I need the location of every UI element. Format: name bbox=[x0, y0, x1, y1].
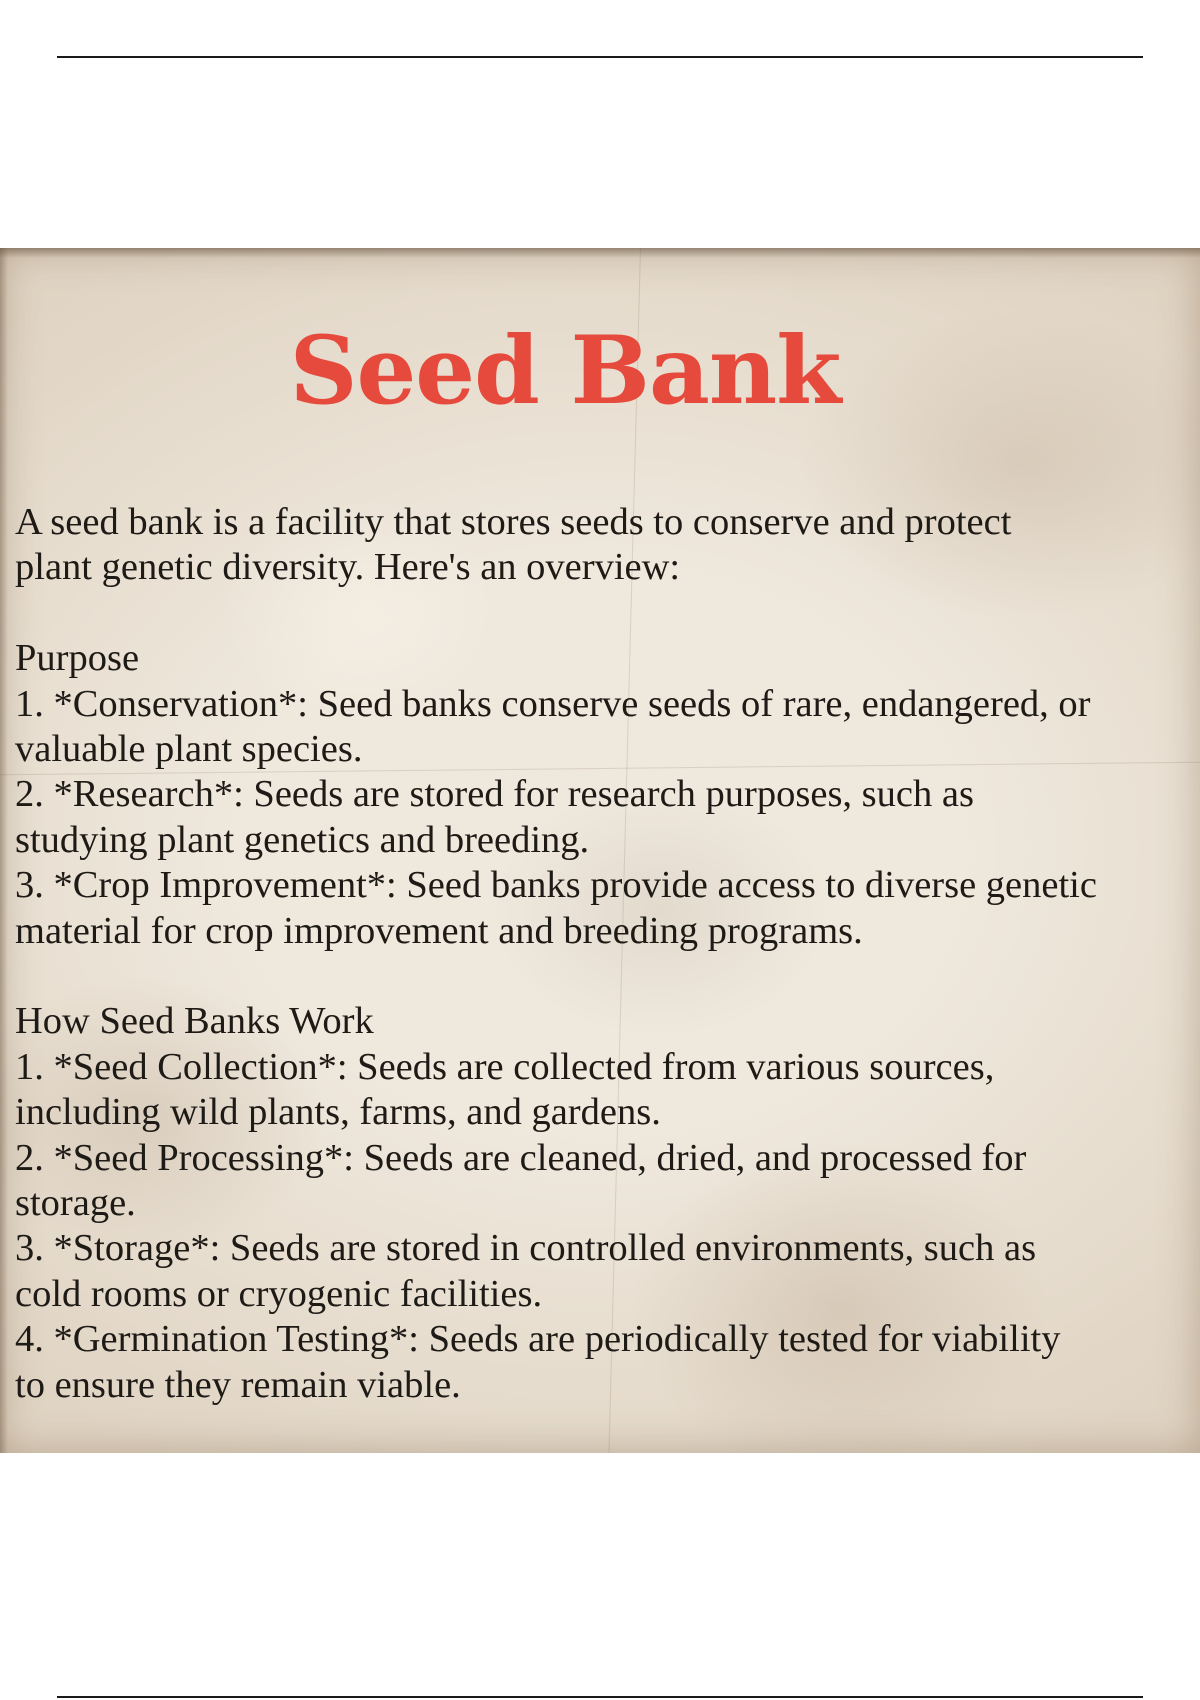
page-title: Seed Bank bbox=[289, 316, 841, 426]
intro-line: plant genetic diversity. Here's an overview: bbox=[15, 546, 681, 589]
how-it-works-line: 4. *Germination Testing*: Seeds are periodically tested for viability bbox=[15, 1318, 1061, 1361]
top-rule bbox=[57, 56, 1143, 58]
bottom-rule bbox=[57, 1696, 1143, 1698]
purpose-line: 2. *Research*: Seeds are stored for research purposes, such as bbox=[15, 773, 974, 816]
how-it-works-line: including wild plants, farms, and gardens. bbox=[15, 1091, 661, 1134]
purpose-line: material for crop improvement and breeding programs. bbox=[15, 909, 863, 952]
purpose-line: studying plant genetics and breeding. bbox=[15, 818, 590, 861]
section-heading-purpose: Purpose bbox=[15, 637, 140, 680]
document-body bbox=[15, 500, 1195, 1408]
intro-line: A seed bank is a facility that stores seeds to conserve and protect bbox=[15, 501, 1012, 543]
purpose-line: 3. *Crop Improvement*: Seed banks provide access to diverse genetic bbox=[15, 864, 1097, 907]
how-it-works-line: cold rooms or cryogenic facilities. bbox=[15, 1272, 543, 1315]
purpose-line: 1. *Conservation*: Seed banks conserve seeds of rare, endangered, or bbox=[15, 682, 1091, 725]
how-it-works-line: 3. *Storage*: Seeds are stored in controlled environments, such as bbox=[15, 1227, 1037, 1270]
how-it-works-line: 1. *Seed Collection*: Seeds are collected from various sources, bbox=[15, 1045, 995, 1088]
purpose-line: valuable plant species. bbox=[15, 728, 363, 771]
paragraph-gap bbox=[15, 954, 1195, 999]
how-it-works-line: to ensure they remain viable. bbox=[15, 1363, 461, 1406]
section-heading-how-it-works: How Seed Banks Work bbox=[15, 1000, 374, 1043]
aged-paper-card bbox=[0, 248, 1200, 1453]
how-it-works-line: 2. *Seed Processing*: Seeds are cleaned, dried, and processed for bbox=[15, 1136, 1027, 1179]
how-it-works-line: storage. bbox=[15, 1182, 136, 1225]
paragraph-gap bbox=[15, 591, 1195, 636]
